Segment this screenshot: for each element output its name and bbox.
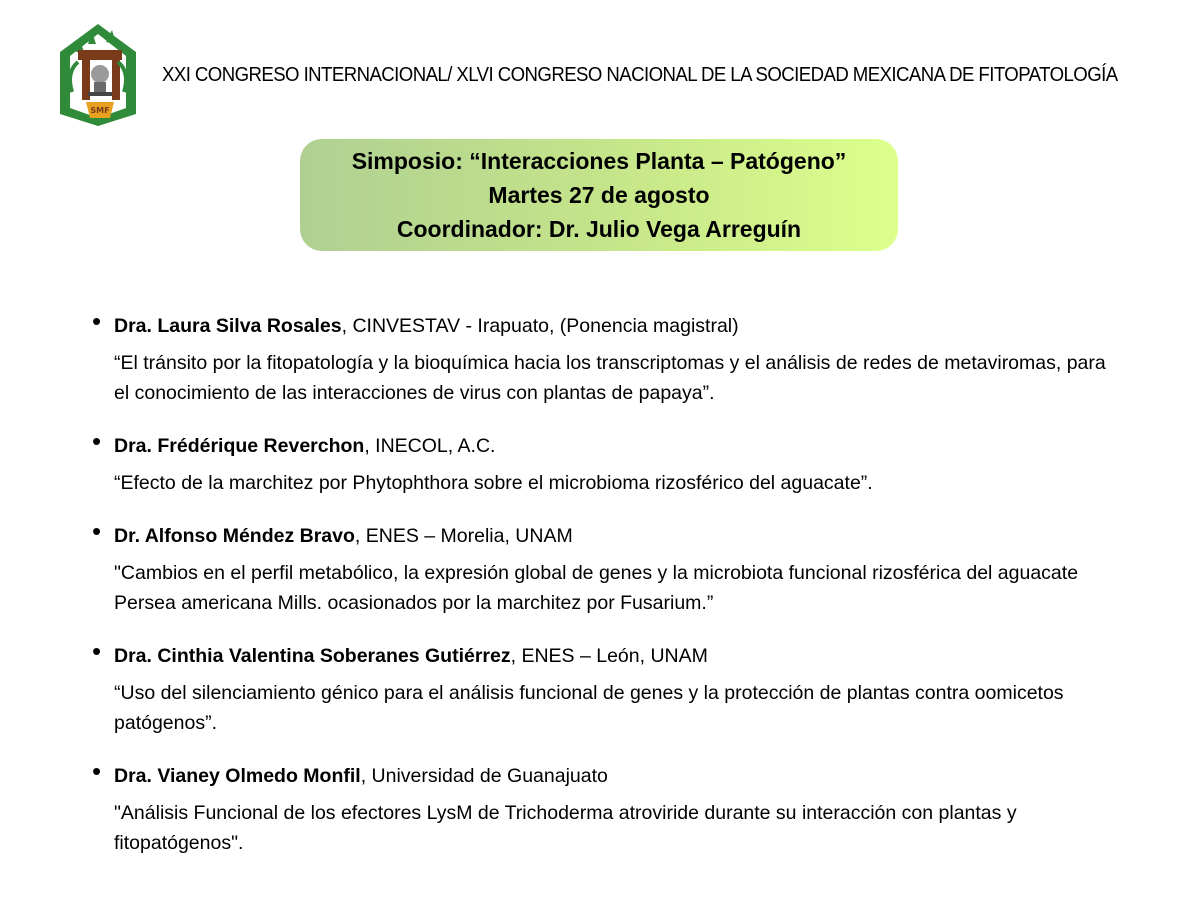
- society-logo: [58, 22, 138, 128]
- talk-title: “Efecto de la marchitez por Phytophthora sobre el microbioma rizosférico del aguacate”.: [114, 472, 873, 494]
- speaker-affiliation: , INECOL, A.C.: [364, 435, 496, 457]
- bullet-icon: •: [92, 636, 102, 666]
- speaker-item: [92, 426, 1152, 498]
- svg-text:SMF: SMF: [90, 106, 110, 115]
- speaker-item: [92, 516, 1152, 618]
- conference-title: XXI CONGRESO INTERNACIONAL/ XLVI CONGRESO NACIONAL DE LA SOCIEDAD MEXICANA DE FITOPATOLOGÍA: [162, 64, 1118, 86]
- talk-title: “Uso del silenciamiento génico para el análisis funcional de genes y la protección de plantas contra oomicetos patógenos”.: [114, 682, 1064, 734]
- symposium-title: Simposio: “Interacciones Planta – Patógeno”: [351, 148, 847, 174]
- symposium-coordinator: Coordinador: Dr. Julio Vega Arreguín: [396, 216, 802, 242]
- society-logo-icon: [58, 22, 138, 128]
- speaker-affiliation: , ENES – Morelia, UNAM: [354, 525, 573, 547]
- speaker-affiliation: , Universidad de Guanajuato: [360, 765, 608, 787]
- speaker-item: [92, 306, 1152, 408]
- speaker-affiliation: , ENES – León, UNAM: [510, 645, 708, 667]
- talk-title: "Análisis Funcional de los efectores LysM de Trichoderma atroviride durante su interacción con plantas y fitopatógenos".: [114, 802, 1017, 854]
- bullet-icon: •: [92, 756, 102, 786]
- bullet-icon: •: [92, 426, 102, 456]
- speaker-name: Dra. Cinthia Valentina Soberanes Gutiérrez: [114, 645, 511, 667]
- bullet-icon: •: [92, 516, 102, 546]
- bullet-icon: •: [92, 306, 102, 336]
- speaker-name: Dra. Frédérique Reverchon: [114, 435, 365, 457]
- speaker-name: Dr. Alfonso Méndez Bravo: [114, 525, 355, 547]
- speaker-list: [92, 306, 1152, 882]
- talk-title: “El tránsito por la fitopatología y la bioquímica hacia los transcriptomas y el análisis de redes de metaviromas, para el conocimiento de las interacciones de virus con plantas de papaya”.: [114, 352, 1106, 404]
- talk-title: "Cambios en el perfil metabólico, la expresión global de genes y la microbiota funcional rizosférica del aguacate Persea americana Mills. ocasionados por la marchitez por Fusarium.”: [114, 562, 1079, 614]
- speaker-item: [92, 636, 1152, 738]
- symposium-banner: [300, 139, 898, 251]
- speaker-affiliation: , CINVESTAV - Irapuato, (Ponencia magistral): [341, 315, 739, 337]
- speaker-name: Dra. Laura Silva Rosales: [114, 315, 342, 337]
- speaker-item: [92, 756, 1152, 858]
- symposium-date: Martes 27 de agosto: [488, 182, 710, 208]
- speaker-name: Dra. Vianey Olmedo Monfil: [114, 765, 361, 787]
